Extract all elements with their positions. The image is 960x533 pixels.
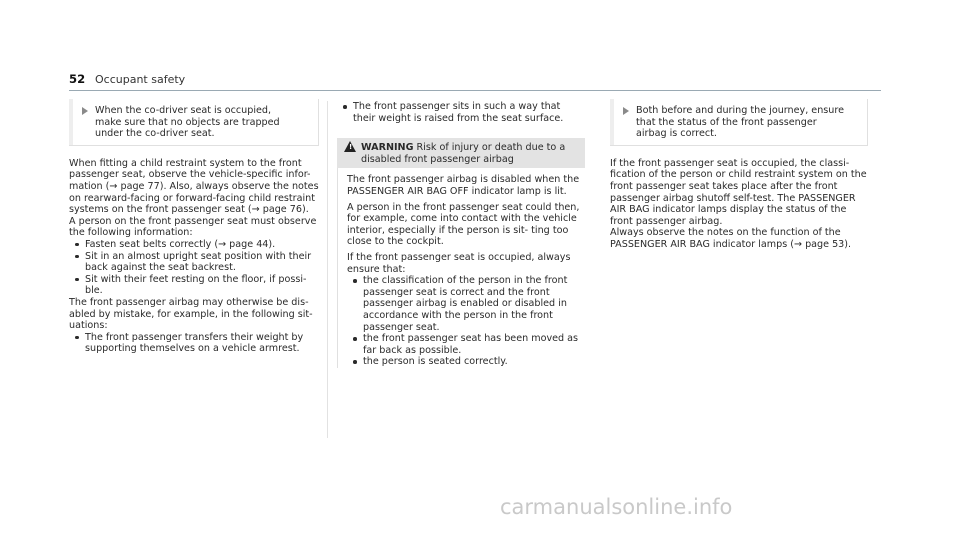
bullet-icon [353,279,357,283]
warning-box [337,138,585,368]
paragraph: If the front passenger seat is occupied, the classi- fication of the person or child restraint system on the front passenger seat takes place after the front passenger airbag shutoff self-test. The PASSENGER AIR BAG indicator lamps display the status of the front passenger airbag. [610,157,867,227]
list-item [347,333,585,356]
bullet-icon [343,105,347,109]
paragraph: Always observe the notes on the function of the PASSENGER AIR BAG indicator lamps (→ page 53). [610,227,852,250]
column-2 [337,101,585,372]
note-text: Both before and during the journey, ensure that the status of the front passenger airbag is correct. [636,105,845,140]
paragraph: When fitting a child restraint system to the front passenger seat, observe the vehicle-specific infor- mation (→ page 77). Also, always observe the notes on rearward-facing or forward-facing child restraint systems on the front passenger seat (→ page 76). [69,157,319,216]
warning-paragraph: A person in the front passenger seat could then, for example, come into contact with the vehicle interior, especially if the person is sit- ting too close to the cockpit. [347,201,580,248]
column-3 [610,101,868,251]
bullet-icon [353,360,357,364]
bullet-list [69,332,319,355]
paragraph: A person on the front passenger seat must observe the following information: [69,215,317,239]
bullet-icon [75,336,79,340]
page-number: 52 [69,72,86,86]
header-rule [69,90,881,91]
list-item [337,101,585,124]
note-border [69,99,319,146]
warning-title: Risk of injury or death due to a disabled front passenger airbag [361,142,566,165]
warning-icon: ! [344,141,356,152]
list-item-text: The front passenger transfers their weight by supporting themselves on a vehicle armrest. [85,331,304,355]
note-box [610,105,868,140]
section-title: Occupant safety [95,73,186,86]
paragraph: The front passenger airbag may otherwise be dis- abled by mistake, for example, in the following sit- uations: [69,296,313,332]
warning-label: WARNING [361,142,414,154]
note-triangle-icon [82,107,88,115]
note-border [610,99,868,146]
list-item-text: Sit with their feet resting on the floor, if possi- ble. [85,273,307,297]
warning-body [337,168,585,368]
list-item [69,239,319,251]
bullet-icon [75,255,79,259]
list-item-text: Sit in an almost upright seat position with their back against the seat backrest. [85,250,312,274]
list-item [347,356,585,368]
bullet-list [69,239,319,297]
column-divider [327,101,328,438]
list-item-text: the classification of the person in the front passenger seat is correct and the front passenger airbag is enabled or disabled in accordance with the person in the front passenger seat. [363,275,568,333]
note-text: When the co-driver seat is occupied, make sure that no objects are trapped under the co-driver seat. [95,105,280,140]
watermark: carmanualsonline.info [500,495,733,519]
column-1 [69,101,319,355]
warning-list [347,275,585,368]
list-item-text: Fasten seat belts correctly (→ page 44). [85,238,276,250]
warning-header [337,138,585,168]
list-item-text: The front passenger sits in such a way that their weight is raised from the seat surface. [353,101,564,124]
bullet-list [337,101,585,124]
bullet-icon [75,243,79,247]
note-box [69,105,319,140]
warning-paragraph: The front passenger airbag is disabled when the PASSENGER AIR BAG OFF indicator lamp is lit. [347,174,580,197]
bullet-icon [353,337,357,341]
note-triangle-icon [623,107,629,115]
warning-paragraph: If the front passenger seat is occupied, always ensure that: [347,251,571,275]
list-item [69,332,319,355]
list-item [347,275,585,333]
list-item-text: the person is seated correctly. [363,356,508,368]
list-item-text: the front passenger seat has been moved as far back as possible. [363,333,579,356]
bullet-icon [75,278,79,282]
list-item [69,274,319,297]
list-item [69,251,319,274]
